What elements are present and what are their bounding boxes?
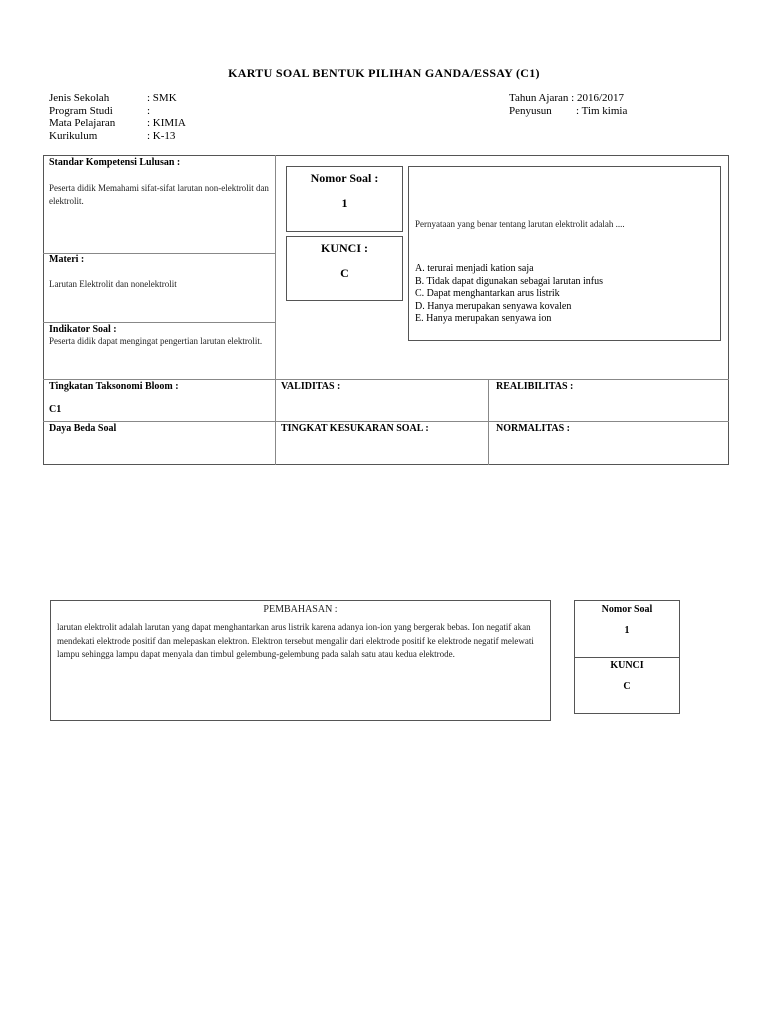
info-row-program-studi xyxy=(49,105,186,118)
nomor-soal-value: 1 xyxy=(341,196,348,210)
kesukaran-label: TINGKAT KESUKARAN SOAL : xyxy=(281,423,429,434)
answer-key-divider xyxy=(575,657,679,658)
kunci-box xyxy=(286,236,403,301)
materi-cell xyxy=(49,254,271,291)
taksonomi-cell xyxy=(49,381,179,415)
materi-text: Larutan Elektrolit dan nonelektrolit xyxy=(49,279,177,289)
indikator-text: Peserta didik dapat mengingat pengertian larutan elektrolit. xyxy=(49,336,263,346)
kunci-2-value: C xyxy=(623,681,631,692)
option-a: A. terurai menjadi kation saja xyxy=(415,263,534,274)
info-label: Jenis Sekolah xyxy=(49,92,110,104)
skl-label: Standar Kompetensi Lulusan : xyxy=(49,157,181,168)
pembahasan-text: larutan elektrolit adalah larutan yang dapat menghantarkan arus listrik karena adanya ion-ion yang bergerak bebas. Ion negatif akan mendekati elektrode positif dan melepaskan elektron. Elektron tersebut mengalir dari elektrode positif ke elektrode negatif melewati lampu sehingga lampu dapat menyala dan timbul gelembung-gelembung pada salah satu atau kedua elektrode. xyxy=(57,622,534,659)
taksonomi-label: Tingkatan Taksonomi Bloom : xyxy=(49,381,179,392)
kunci-value: C xyxy=(340,266,349,280)
column-divider xyxy=(275,155,276,465)
page-title: KARTU SOAL BENTUK PILIHAN GANDA/ESSAY (C1) xyxy=(228,66,540,80)
info-row-kurikulum xyxy=(49,130,186,143)
question-stem: Pernyataan yang benar tentang larutan elektrolit adalah .... xyxy=(415,219,625,229)
info-row-mata-pelajaran xyxy=(49,117,186,130)
nomor-soal-2-label: Nomor Soal xyxy=(601,604,653,615)
header-info-left xyxy=(49,92,186,142)
penyusun-row xyxy=(509,105,627,118)
pembahasan-box xyxy=(50,600,551,721)
info-value: : K-13 xyxy=(147,129,176,142)
realibilitas-label: REALIBILITAS : xyxy=(496,381,574,392)
indikator-cell xyxy=(49,324,271,348)
info-label: Mata Pelajaran xyxy=(49,117,116,129)
info-label: Kurikulum xyxy=(49,129,98,142)
penyusun-value: : Tim kimia xyxy=(576,104,628,117)
materi-label: Materi : xyxy=(49,254,85,265)
row-divider xyxy=(43,322,275,323)
column-divider xyxy=(488,379,489,465)
option-c: C. Dapat menghantarkan arus listrik xyxy=(415,288,560,299)
header-info-right xyxy=(509,92,627,117)
skl-cell xyxy=(49,157,271,208)
kunci-label: KUNCI : xyxy=(321,241,368,255)
info-row-jenis-sekolah xyxy=(49,92,186,105)
validitas-label: VALIDITAS : xyxy=(281,381,341,392)
answer-key-box xyxy=(574,600,680,714)
info-value: : KIMIA xyxy=(147,117,186,129)
tahun-ajaran: Tahun Ajaran : 2016/2017 xyxy=(509,92,625,104)
daya-beda-label: Daya Beda Soal xyxy=(49,423,117,434)
indikator-label: Indikator Soal : xyxy=(49,324,117,335)
option-e: E. Hanya merupakan senyawa ion xyxy=(415,313,552,324)
taksonomi-value: C1 xyxy=(49,404,62,415)
info-value: : SMK xyxy=(147,92,177,104)
nomor-soal-2-value: 1 xyxy=(624,625,630,636)
penyusun-label: Penyusun xyxy=(509,104,552,117)
question-options xyxy=(415,263,603,326)
option-d: D. Hanya merupakan senyawa kovalen xyxy=(415,300,572,312)
nomor-soal-box xyxy=(286,166,403,232)
nomor-soal-label: Nomor Soal : xyxy=(310,171,379,185)
row-divider xyxy=(43,379,729,380)
question-box xyxy=(408,166,721,341)
skl-text: Peserta didik Memahami sifat-sifat larutan non-elektrolit dan elektrolit. xyxy=(49,183,269,206)
kunci-2-label: KUNCI xyxy=(610,660,644,671)
pembahasan-label: PEMBAHASAN : xyxy=(263,604,338,615)
row-divider xyxy=(43,421,729,422)
info-value: : xyxy=(147,104,151,117)
option-b: B. Tidak dapat digunakan sebagai larutan infus xyxy=(415,275,604,287)
info-label: Program Studi xyxy=(49,104,113,117)
normalitas-label: NORMALITAS : xyxy=(496,423,570,434)
kunci-2-cell xyxy=(575,660,679,692)
